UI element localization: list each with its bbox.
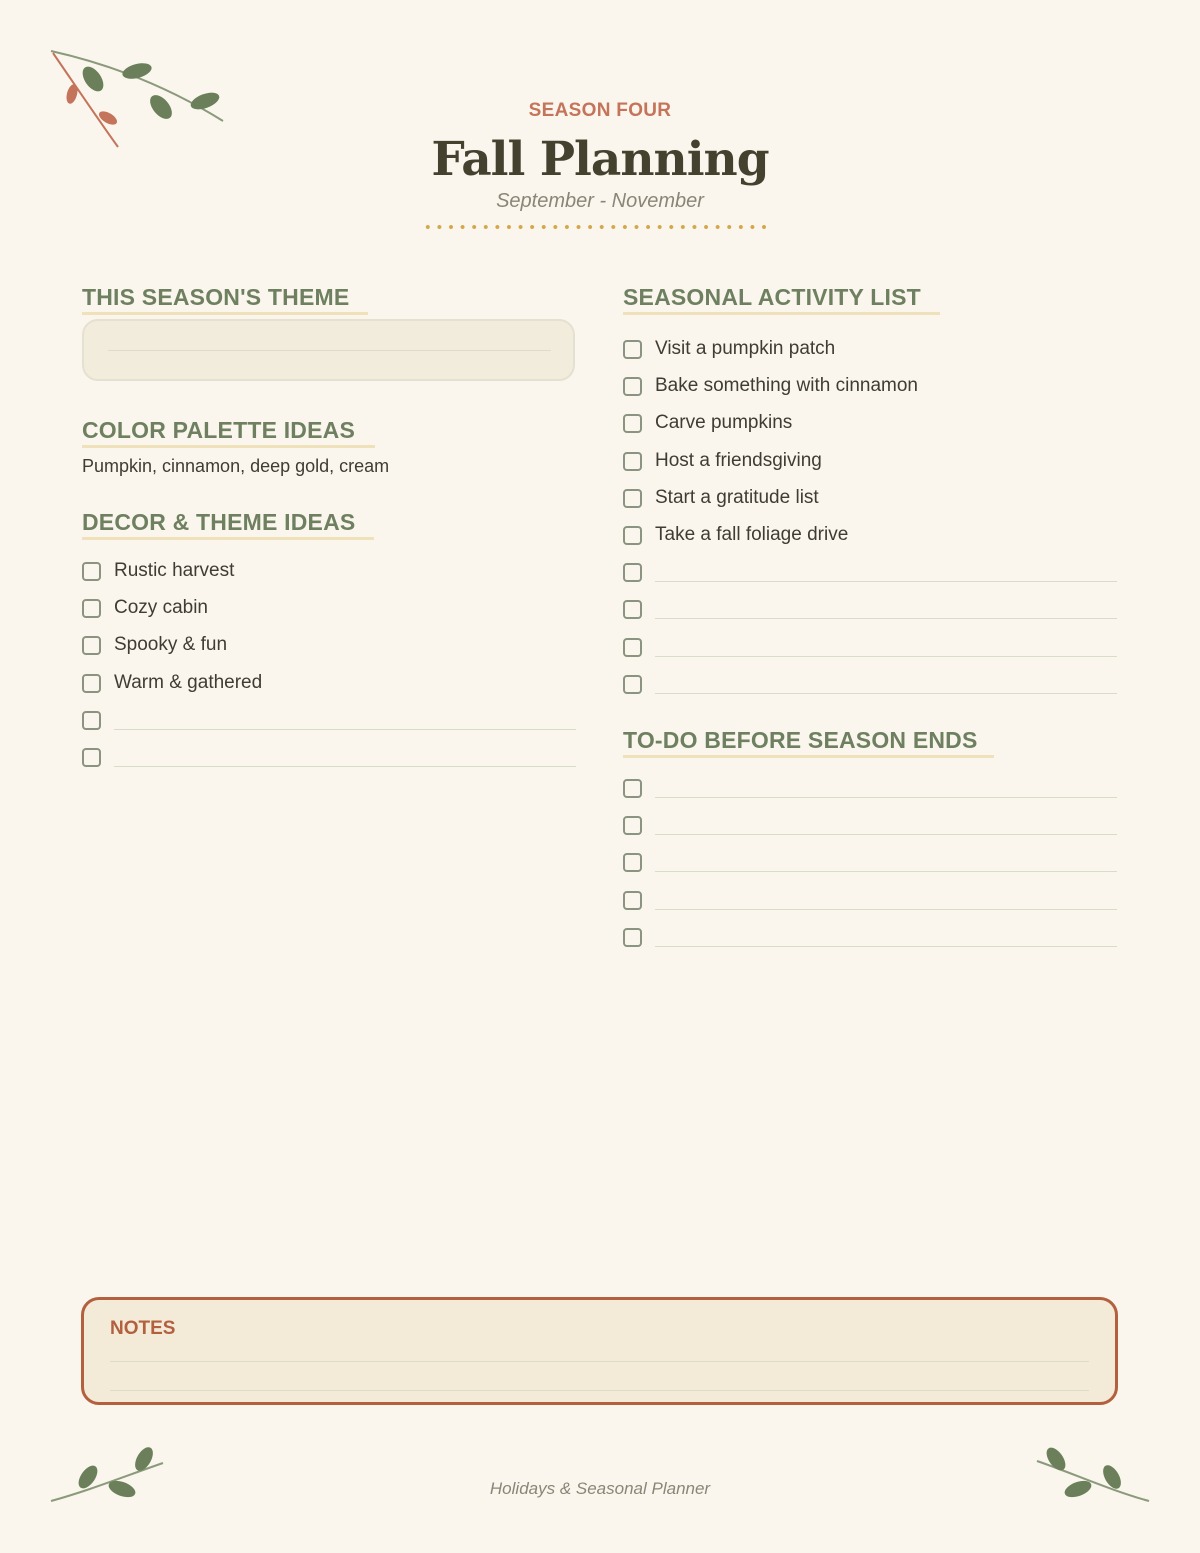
checklist-item[interactable] (623, 778, 1117, 802)
blank-entry-line[interactable] (655, 946, 1117, 947)
notes-line (110, 1361, 1089, 1362)
checklist-item[interactable] (82, 598, 576, 622)
checkbox[interactable] (623, 928, 642, 947)
checkbox[interactable] (623, 452, 642, 471)
checklist-item-label: Cozy cabin (114, 597, 208, 619)
page-header (0, 100, 1200, 213)
checklist-item[interactable] (623, 413, 1117, 437)
checklist-item-label: Start a gratitude list (655, 486, 819, 508)
blank-entry-line[interactable] (655, 618, 1117, 619)
checklist-item[interactable] (623, 815, 1117, 839)
checklist-item[interactable] (623, 674, 1117, 698)
checkbox[interactable] (623, 600, 642, 619)
season-label: SEASON FOUR (528, 100, 672, 121)
checkbox[interactable] (82, 599, 101, 618)
checklist-item[interactable] (82, 747, 576, 771)
notes-line (110, 1390, 1089, 1391)
blank-entry-line[interactable] (655, 797, 1117, 798)
checklist-item-label: Warm & gathered (114, 671, 263, 693)
checklist-item[interactable] (623, 562, 1117, 586)
checkbox[interactable] (82, 562, 101, 581)
theme-input-line (108, 350, 551, 351)
blank-entry-line[interactable] (655, 909, 1117, 910)
notes-box[interactable] (81, 1297, 1118, 1405)
checkbox[interactable] (623, 377, 642, 396)
checkbox[interactable] (623, 816, 642, 835)
checkbox[interactable] (82, 674, 101, 693)
checklist-item-label: Rustic harvest (114, 560, 235, 581)
notes-label: NOTES (110, 1318, 176, 1339)
date-range: September - November (496, 190, 704, 212)
checklist-item-label: Host a friendsgiving (655, 449, 822, 471)
todo-heading: TO-DO BEFORE SEASON ENDS (623, 727, 994, 758)
blank-entry-line[interactable] (655, 871, 1117, 872)
checklist-item-label: Carve pumpkins (655, 412, 793, 434)
checklist-item[interactable] (623, 339, 1117, 363)
blank-entry-line[interactable] (114, 729, 576, 730)
decor-heading: DECOR & THEME IDEAS (82, 509, 374, 540)
checkbox[interactable] (623, 489, 642, 508)
checklist-item[interactable] (623, 488, 1117, 512)
checkbox[interactable] (82, 711, 101, 730)
checklist-item[interactable] (623, 637, 1117, 661)
checkbox[interactable] (82, 636, 101, 655)
theme-input-box[interactable] (82, 319, 575, 381)
checkbox[interactable] (82, 748, 101, 767)
checklist-item-label: Spooky & fun (114, 634, 228, 656)
blank-entry-line[interactable] (655, 834, 1117, 835)
dotted-divider (422, 224, 772, 230)
checkbox[interactable] (623, 526, 642, 545)
checklist-item[interactable] (82, 561, 576, 585)
blank-entry-line[interactable] (655, 581, 1117, 582)
checklist-item[interactable] (82, 635, 576, 659)
checkbox[interactable] (623, 891, 642, 910)
checklist-item-label: Bake something with cinnamon (655, 375, 918, 397)
checklist-item[interactable] (623, 525, 1117, 549)
blank-entry-line[interactable] (655, 656, 1117, 657)
checklist-item[interactable] (82, 710, 576, 734)
checklist-item[interactable] (623, 599, 1117, 623)
palette-text: Pumpkin, cinnamon, deep gold, cream (82, 456, 390, 476)
page-title: Fall Planning (431, 132, 769, 187)
checkbox[interactable] (623, 675, 642, 694)
checklist-item-label: Take a fall foliage drive (655, 524, 849, 545)
blank-entry-line[interactable] (655, 693, 1117, 694)
checklist-item[interactable] (82, 673, 576, 697)
checkbox[interactable] (623, 414, 642, 433)
checkbox[interactable] (623, 340, 642, 359)
checklist-item[interactable] (623, 890, 1117, 914)
checkbox[interactable] (623, 779, 642, 798)
palette-heading: COLOR PALETTE IDEAS (82, 417, 375, 448)
checkbox[interactable] (623, 563, 642, 582)
checklist-item-label: Visit a pumpkin patch (655, 338, 836, 359)
footer-text: Holidays & Seasonal Planner (489, 1479, 711, 1498)
theme-heading: THIS SEASON'S THEME (82, 284, 368, 315)
checklist-item[interactable] (623, 451, 1117, 475)
checklist-item[interactable] (623, 376, 1117, 400)
activity-heading: SEASONAL ACTIVITY LIST (623, 284, 940, 315)
checklist-item[interactable] (623, 852, 1117, 876)
checkbox[interactable] (623, 853, 642, 872)
checklist-item[interactable] (623, 927, 1117, 951)
blank-entry-line[interactable] (114, 766, 576, 767)
checkbox[interactable] (623, 638, 642, 657)
